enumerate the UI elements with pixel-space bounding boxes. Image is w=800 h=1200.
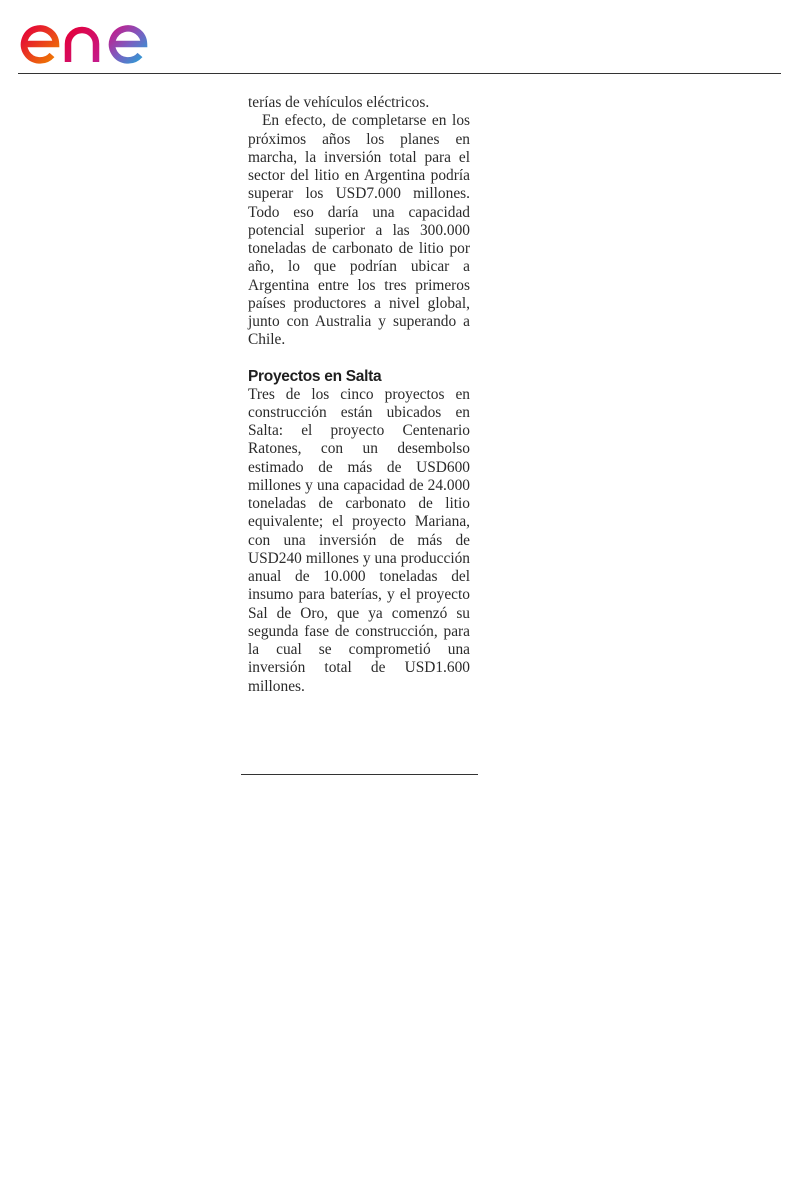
article-subheading: Proyectos en Salta (248, 367, 382, 385)
enel-logo (16, 4, 182, 68)
article-paragraph-continuation: terías de vehículos eléctricos. (248, 94, 430, 111)
article-paragraph: Tres de los cinco proyectos en construcción están ubicados en Salta: el proyecto Centenario Ratones, con un desembolso estimado de más de USD600 millones y una capacidad de 24.000 toneladas de carbonato de litio equivalente; el proyecto Mariana, con una inversión de más de USD240 millones y una producción anual de 10.000 toneladas del insumo para baterías, y el proyecto Sal de Oro, que ya comenzó su segunda fase de construcción, para la cual se comprometió una inversión total de USD1.600 millones. (248, 385, 470, 695)
article-end-divider (241, 774, 478, 775)
header-divider (18, 73, 781, 74)
page-header (0, 0, 800, 76)
article-paragraph: En efecto, de completarse en los próximos años los planes en marcha, la inversión total para el sector del litio en Argentina podría superar los USD7.000 millones. Todo eso daría una capacidad potencial superior a las 300.000 toneladas de carbonato de litio por año, lo que podrían ubicar a Argentina entre los tres primeros países productores a nivel global, junto con Australia y superando a Chile. (248, 112, 470, 349)
article-column (248, 94, 470, 696)
